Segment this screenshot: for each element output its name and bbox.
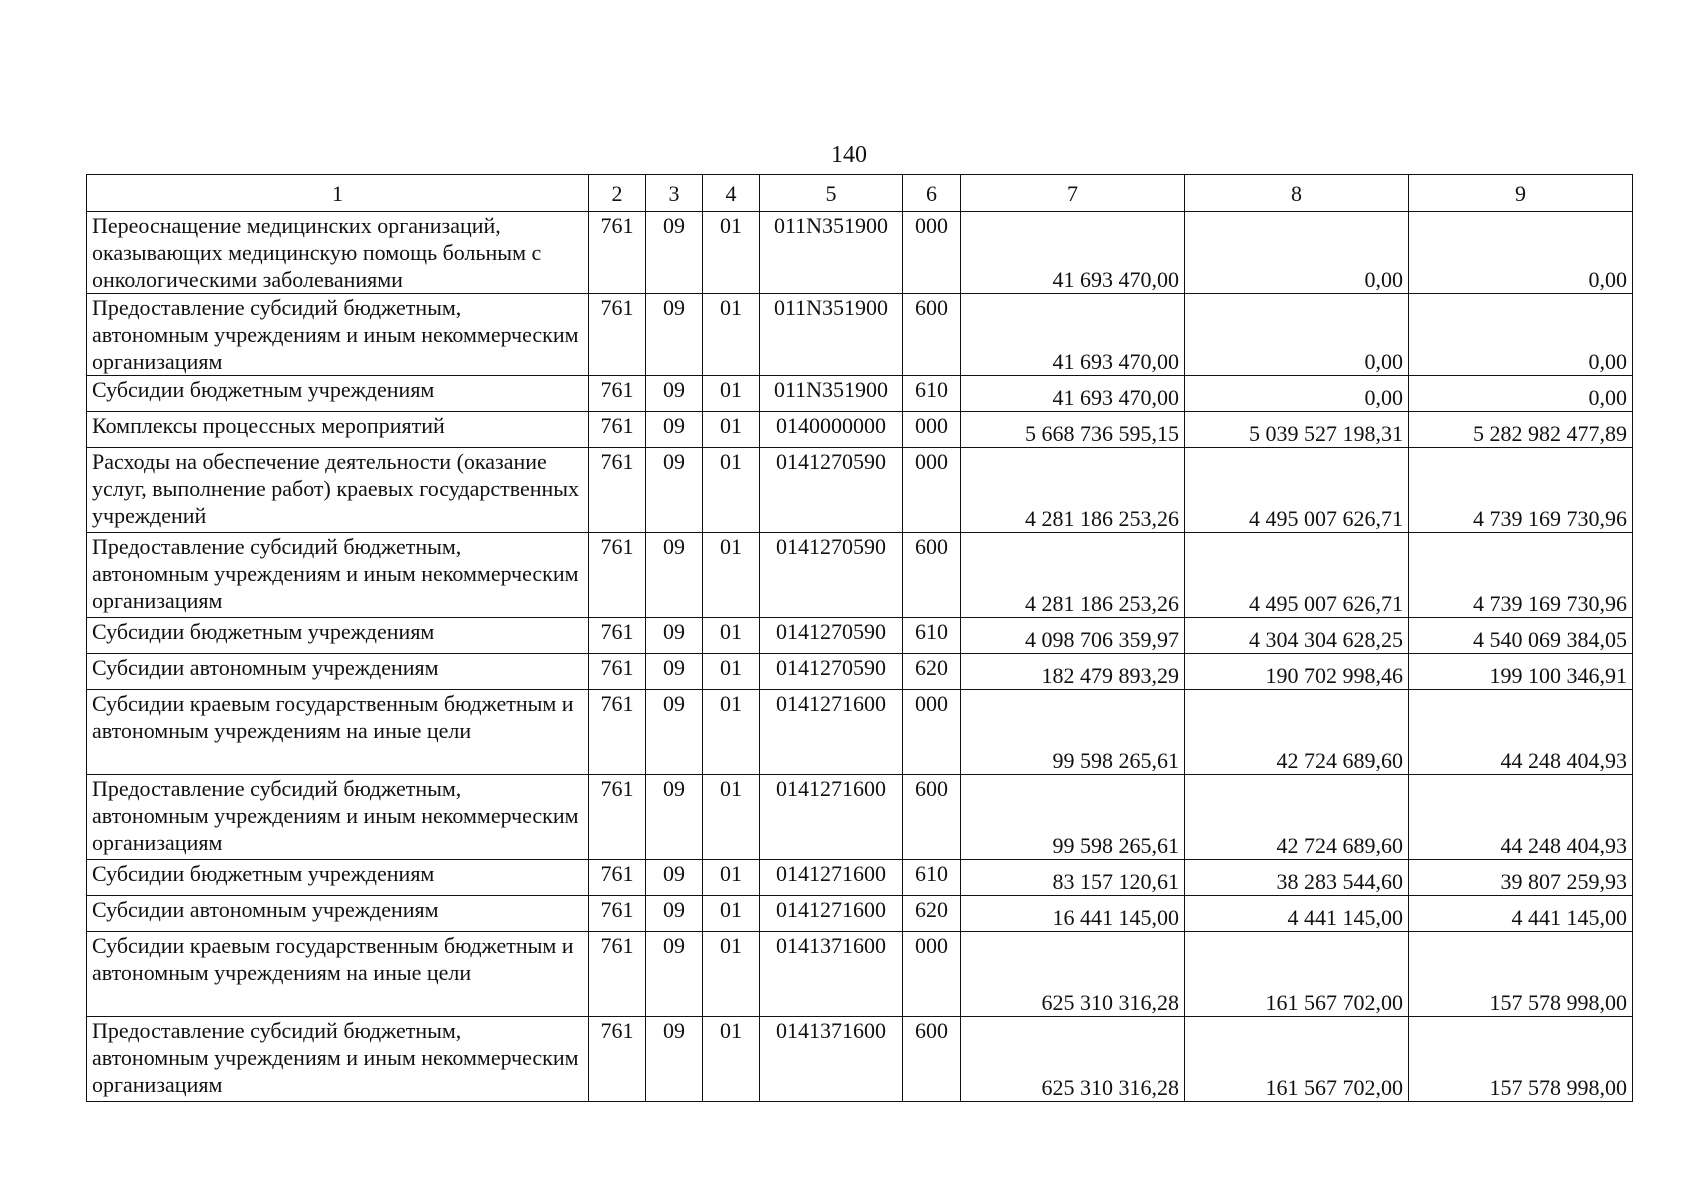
row-amount-9: 199 100 346,91 [1409, 654, 1633, 690]
row-code-2: 761 [589, 448, 646, 533]
row-code-3: 09 [646, 412, 703, 448]
row-code-5: 0141271600 [760, 860, 903, 896]
row-code-5: 0141270590 [760, 618, 903, 654]
row-name: Предоставление субсидий бюджетным, автономным учреждениям и иным некоммерческим организациям [87, 1017, 589, 1102]
row-code-6: 000 [903, 932, 961, 1017]
row-name: Субсидии краевым государственным бюджетным и автономным учреждениям на иные цели [87, 932, 589, 1017]
row-code-4: 01 [703, 896, 760, 932]
row-code-2: 761 [589, 932, 646, 1017]
column-header-1: 1 [87, 175, 589, 212]
row-code-6: 600 [903, 775, 961, 860]
row-code-4: 01 [703, 533, 760, 618]
row-amount-9: 4 739 169 730,96 [1409, 448, 1633, 533]
row-amount-7: 16 441 145,00 [961, 896, 1185, 932]
row-code-5: 0141271600 [760, 775, 903, 860]
row-code-5: 011N351900 [760, 212, 903, 294]
row-name: Субсидии автономным учреждениям [87, 896, 589, 932]
row-name: Субсидии бюджетным учреждениям [87, 376, 589, 412]
row-code-4: 01 [703, 448, 760, 533]
row-amount-9: 4 441 145,00 [1409, 896, 1633, 932]
row-code-6: 620 [903, 896, 961, 932]
row-amount-8: 5 039 527 198,31 [1185, 412, 1409, 448]
row-code-4: 01 [703, 618, 760, 654]
row-amount-7: 5 668 736 595,15 [961, 412, 1185, 448]
row-code-4: 01 [703, 775, 760, 860]
column-header-6: 6 [903, 175, 961, 212]
row-amount-8: 4 441 145,00 [1185, 896, 1409, 932]
row-code-3: 09 [646, 618, 703, 654]
row-amount-9: 157 578 998,00 [1409, 932, 1633, 1017]
row-code-6: 000 [903, 212, 961, 294]
row-amount-8: 42 724 689,60 [1185, 690, 1409, 775]
row-name: Предоставление субсидий бюджетным, автономным учреждениям и иным некоммерческим организациям [87, 533, 589, 618]
row-amount-8: 38 283 544,60 [1185, 860, 1409, 896]
table-row [87, 533, 1633, 618]
row-name: Переоснащение медицинских организаций, оказывающих медицинскую помощь больным с онкологическими заболеваниями [87, 212, 589, 294]
row-code-4: 01 [703, 654, 760, 690]
row-amount-8: 42 724 689,60 [1185, 775, 1409, 860]
row-code-2: 761 [589, 654, 646, 690]
table-row [87, 1017, 1633, 1102]
row-code-2: 761 [589, 690, 646, 775]
row-code-5: 0141271600 [760, 690, 903, 775]
row-amount-8: 0,00 [1185, 294, 1409, 376]
column-header-3: 3 [646, 175, 703, 212]
row-code-4: 01 [703, 376, 760, 412]
header-row [87, 175, 1633, 212]
row-code-6: 600 [903, 1017, 961, 1102]
row-code-6: 000 [903, 448, 961, 533]
table-row [87, 376, 1633, 412]
row-code-5: 0141270590 [760, 654, 903, 690]
table-row [87, 448, 1633, 533]
column-header-7: 7 [961, 175, 1185, 212]
row-amount-9: 0,00 [1409, 376, 1633, 412]
row-code-3: 09 [646, 860, 703, 896]
row-code-2: 761 [589, 896, 646, 932]
row-amount-8: 4 495 007 626,71 [1185, 448, 1409, 533]
row-code-3: 09 [646, 932, 703, 1017]
row-code-3: 09 [646, 775, 703, 860]
table-row [87, 860, 1633, 896]
row-code-3: 09 [646, 212, 703, 294]
row-name: Расходы на обеспечение деятельности (оказание услуг, выполнение работ) краевых государственных учреждений [87, 448, 589, 533]
row-amount-9: 44 248 404,93 [1409, 690, 1633, 775]
row-code-2: 761 [589, 412, 646, 448]
column-header-5: 5 [760, 175, 903, 212]
row-code-3: 09 [646, 294, 703, 376]
row-code-2: 761 [589, 1017, 646, 1102]
row-amount-9: 44 248 404,93 [1409, 775, 1633, 860]
budget-table [86, 174, 1633, 1102]
row-name: Предоставление субсидий бюджетным, автономным учреждениям и иным некоммерческим организациям [87, 294, 589, 376]
row-code-4: 01 [703, 212, 760, 294]
row-amount-7: 41 693 470,00 [961, 212, 1185, 294]
row-code-6: 610 [903, 860, 961, 896]
row-amount-7: 625 310 316,28 [961, 932, 1185, 1017]
row-code-3: 09 [646, 690, 703, 775]
row-code-5: 0141371600 [760, 1017, 903, 1102]
row-code-2: 761 [589, 860, 646, 896]
column-header-4: 4 [703, 175, 760, 212]
row-code-6: 000 [903, 690, 961, 775]
row-amount-9: 5 282 982 477,89 [1409, 412, 1633, 448]
column-header-9: 9 [1409, 175, 1633, 212]
row-amount-8: 0,00 [1185, 376, 1409, 412]
row-name: Субсидии бюджетным учреждениям [87, 860, 589, 896]
row-name: Субсидии бюджетным учреждениям [87, 618, 589, 654]
row-amount-8: 0,00 [1185, 212, 1409, 294]
column-header-8: 8 [1185, 175, 1409, 212]
row-amount-7: 4 281 186 253,26 [961, 533, 1185, 618]
column-header-2: 2 [589, 175, 646, 212]
row-code-2: 761 [589, 775, 646, 860]
row-code-2: 761 [589, 618, 646, 654]
row-amount-9: 0,00 [1409, 212, 1633, 294]
row-amount-9: 0,00 [1409, 294, 1633, 376]
row-code-5: 0141270590 [760, 533, 903, 618]
row-amount-8: 190 702 998,46 [1185, 654, 1409, 690]
row-code-3: 09 [646, 448, 703, 533]
row-name: Субсидии краевым государственным бюджетным и автономным учреждениям на иные цели [87, 690, 589, 775]
row-code-3: 09 [646, 654, 703, 690]
row-amount-7: 41 693 470,00 [961, 376, 1185, 412]
table-row [87, 654, 1633, 690]
row-code-4: 01 [703, 690, 760, 775]
row-code-4: 01 [703, 294, 760, 376]
row-name: Субсидии автономным учреждениям [87, 654, 589, 690]
row-code-3: 09 [646, 376, 703, 412]
row-code-4: 01 [703, 1017, 760, 1102]
row-amount-7: 99 598 265,61 [961, 775, 1185, 860]
row-code-2: 761 [589, 212, 646, 294]
row-code-5: 011N351900 [760, 294, 903, 376]
row-code-4: 01 [703, 932, 760, 1017]
table-row [87, 690, 1633, 775]
row-code-5: 0140000000 [760, 412, 903, 448]
table-row [87, 412, 1633, 448]
row-code-5: 0141271600 [760, 896, 903, 932]
row-code-3: 09 [646, 896, 703, 932]
row-code-6: 000 [903, 412, 961, 448]
row-amount-9: 4 739 169 730,96 [1409, 533, 1633, 618]
row-amount-8: 161 567 702,00 [1185, 932, 1409, 1017]
table-row [87, 212, 1633, 294]
row-amount-7: 182 479 893,29 [961, 654, 1185, 690]
table-row [87, 294, 1633, 376]
row-amount-8: 4 495 007 626,71 [1185, 533, 1409, 618]
row-code-6: 610 [903, 618, 961, 654]
table-row [87, 775, 1633, 860]
row-code-4: 01 [703, 860, 760, 896]
row-name: Предоставление субсидий бюджетным, автономным учреждениям и иным некоммерческим организациям [87, 775, 589, 860]
page-number: 140 [831, 142, 867, 168]
row-code-6: 620 [903, 654, 961, 690]
row-code-5: 0141270590 [760, 448, 903, 533]
row-amount-9: 157 578 998,00 [1409, 1017, 1633, 1102]
row-amount-7: 99 598 265,61 [961, 690, 1185, 775]
row-amount-8: 4 304 304 628,25 [1185, 618, 1409, 654]
row-amount-7: 41 693 470,00 [961, 294, 1185, 376]
row-code-2: 761 [589, 533, 646, 618]
row-amount-9: 4 540 069 384,05 [1409, 618, 1633, 654]
row-amount-7: 4 098 706 359,97 [961, 618, 1185, 654]
row-code-4: 01 [703, 412, 760, 448]
row-amount-8: 161 567 702,00 [1185, 1017, 1409, 1102]
row-code-3: 09 [646, 533, 703, 618]
row-amount-9: 39 807 259,93 [1409, 860, 1633, 896]
table-body [87, 212, 1633, 1102]
row-amount-7: 625 310 316,28 [961, 1017, 1185, 1102]
table-header [87, 175, 1633, 212]
row-name: Комплексы процессных мероприятий [87, 412, 589, 448]
row-code-6: 600 [903, 294, 961, 376]
row-code-6: 600 [903, 533, 961, 618]
row-code-6: 610 [903, 376, 961, 412]
row-code-3: 09 [646, 1017, 703, 1102]
table-row [87, 896, 1633, 932]
row-code-2: 761 [589, 376, 646, 412]
row-amount-7: 83 157 120,61 [961, 860, 1185, 896]
row-code-5: 011N351900 [760, 376, 903, 412]
table-row [87, 618, 1633, 654]
table-row [87, 932, 1633, 1017]
row-code-5: 0141371600 [760, 932, 903, 1017]
row-code-2: 761 [589, 294, 646, 376]
row-amount-7: 4 281 186 253,26 [961, 448, 1185, 533]
